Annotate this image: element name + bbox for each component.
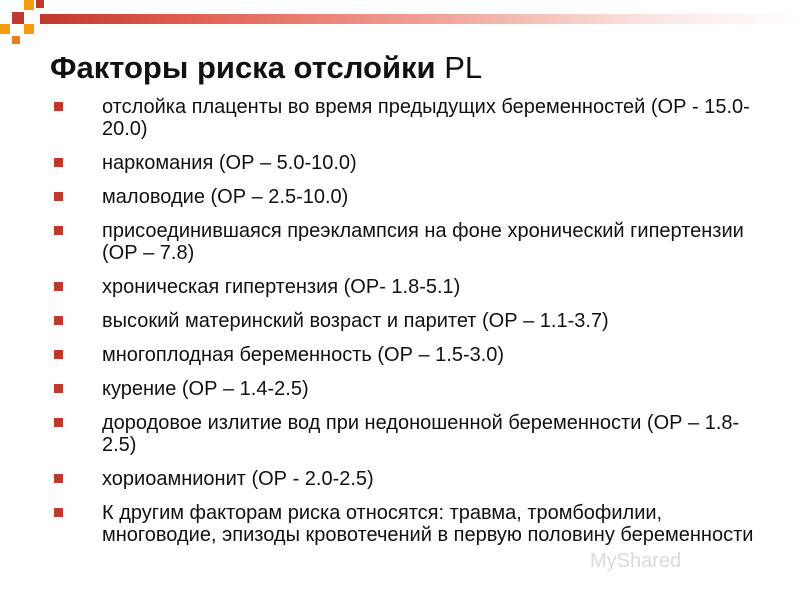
list-item — [46, 412, 766, 456]
decorative-square — [36, 0, 44, 8]
slide-title-main: Факторы риска отслойки — [50, 50, 436, 85]
watermark-text: MyShared — [590, 550, 682, 572]
square-bullet-icon — [54, 316, 63, 325]
list-item — [46, 468, 766, 490]
decorative-square — [24, 24, 34, 34]
list-item-text: К другим факторам риска относятся: травма, тромбофилии, многоводие, эпизоды кровотечений в первую половину беременности — [102, 502, 754, 546]
list-item — [46, 502, 766, 546]
list-item-text: наркомания (ОР – 5.0-10.0) — [102, 152, 357, 174]
square-bullet-icon — [54, 508, 63, 517]
list-item — [46, 186, 766, 208]
square-bullet-icon — [54, 158, 63, 167]
decorative-square — [24, 0, 34, 10]
list-item-text: отслойка плаценты во время предыдущих беременностей (ОР - 15.0-20.0) — [102, 96, 750, 140]
list-item-text: присоединившаяся преэклампсия на фоне хронический гипертензии (ОР – 7.8) — [102, 220, 744, 264]
list-item-text: многоплодная беременность (ОР – 1.5-3.0) — [102, 344, 505, 366]
list-item-text: хроническая гипертензия (ОР- 1.8-5.1) — [102, 276, 461, 298]
list-item — [46, 276, 766, 298]
square-bullet-icon — [54, 474, 63, 483]
list-item-text: дородовое излитие вод при недоношенной беременности (ОР – 1.8-2.5) — [102, 412, 740, 456]
slide-title-suffix: PL — [444, 50, 483, 85]
square-bullet-icon — [54, 350, 63, 359]
list-item — [46, 344, 766, 366]
slide-title — [50, 50, 482, 86]
list-item-text: курение (ОР – 1.4-2.5) — [102, 378, 309, 400]
list-item-text: маловодие (ОР – 2.5-10.0) — [102, 186, 349, 208]
square-bullet-icon — [54, 384, 63, 393]
square-bullet-icon — [54, 192, 63, 201]
decorative-square — [12, 12, 24, 24]
list-item — [46, 220, 766, 264]
list-item — [46, 96, 766, 140]
bullet-list — [46, 96, 766, 558]
decorative-square — [0, 24, 10, 34]
list-item — [46, 310, 766, 332]
square-bullet-icon — [54, 102, 63, 111]
list-item-text: хориоамнионит (ОР - 2.0-2.5) — [102, 468, 374, 490]
list-item — [46, 378, 766, 400]
list-item — [46, 152, 766, 174]
square-bullet-icon — [54, 282, 63, 291]
top-gradient-band — [40, 14, 800, 24]
square-bullet-icon — [54, 418, 63, 427]
list-item-text: высокий материнский возраст и паритет (ОР – 1.1-3.7) — [102, 310, 609, 332]
square-bullet-icon — [54, 226, 63, 235]
decorative-square — [12, 36, 20, 44]
